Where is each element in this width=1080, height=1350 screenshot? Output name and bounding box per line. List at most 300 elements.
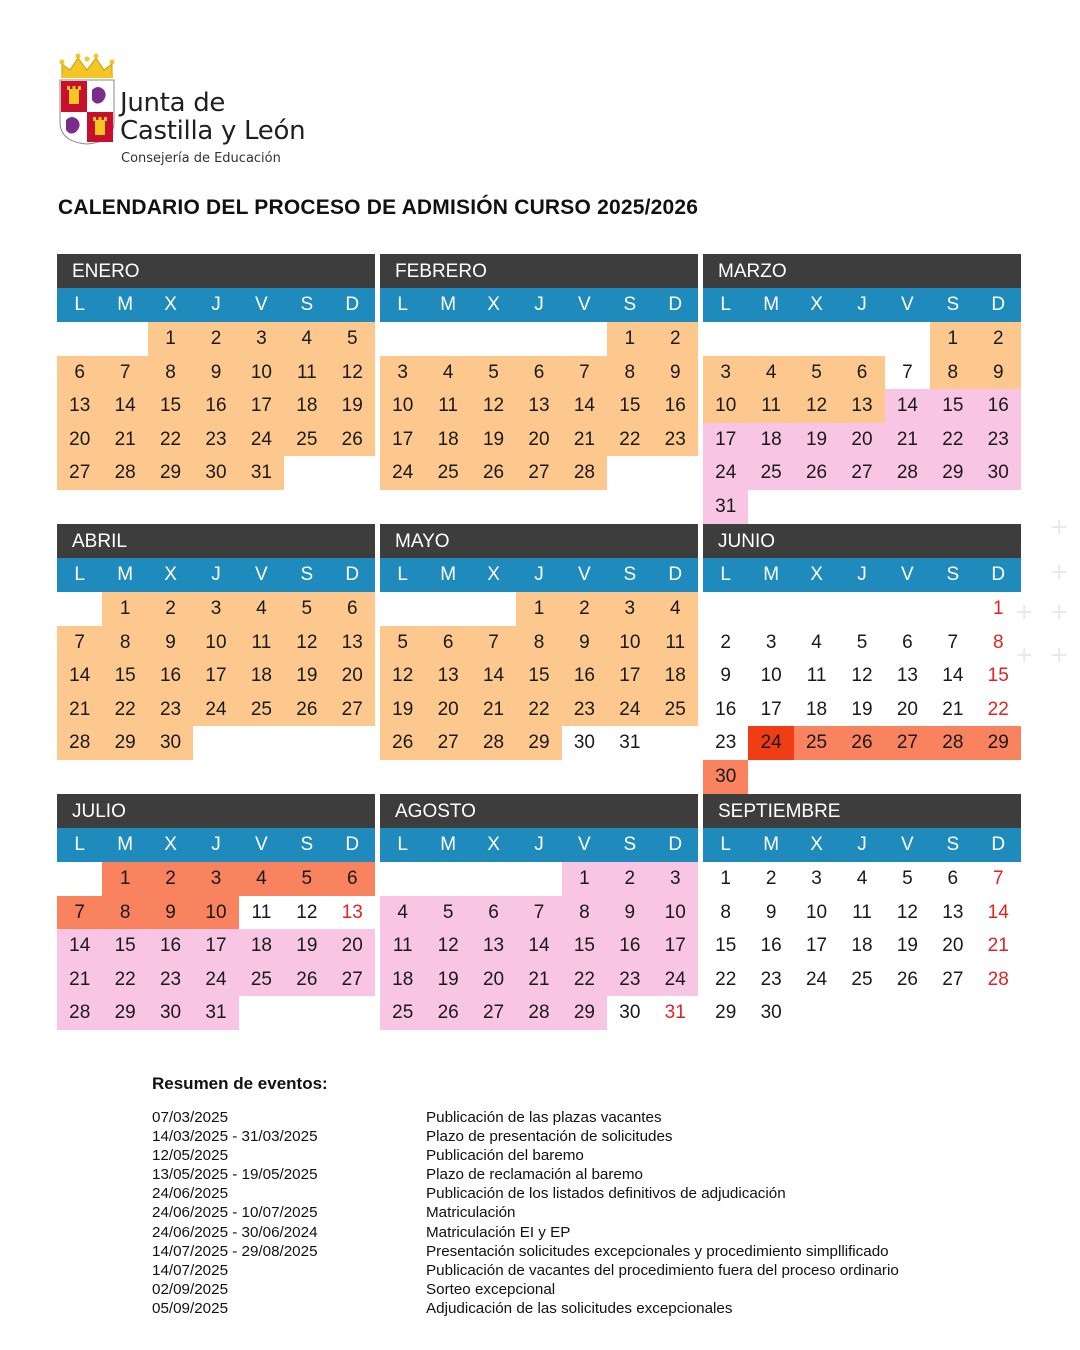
empty-cell <box>102 322 147 356</box>
weekday-label: L <box>74 564 85 585</box>
day-cell: 5 <box>856 631 868 653</box>
day-cell: 31 <box>193 996 238 1030</box>
event-date: 24/06/2025 <box>152 1185 229 1203</box>
day-cell: 1 <box>102 862 147 896</box>
day-cell: 10 <box>193 896 238 930</box>
day-cell: 16 <box>148 929 193 963</box>
day-cell: 21 <box>562 423 607 457</box>
day-cell: 6 <box>516 356 561 390</box>
day-cell: 5 <box>330 322 375 356</box>
month-junio <box>703 524 1021 794</box>
day-cell: 25 <box>239 963 284 997</box>
day-cell: 30 <box>703 760 748 794</box>
day-cell: 27 <box>57 456 102 490</box>
day-cell: 15 <box>715 935 737 957</box>
day-cell: 10 <box>607 626 652 660</box>
weekday-label: D <box>345 564 360 585</box>
day-cell: 14 <box>57 929 102 963</box>
event-label: Sorteo excepcional <box>426 1280 556 1298</box>
day-cell: 18 <box>805 698 828 720</box>
event-date: 13/05/2025 - 19/05/2025 <box>152 1166 318 1184</box>
org-name-line1: Junta de <box>120 88 226 118</box>
day-cell: 4 <box>856 868 868 889</box>
day-cell: 9 <box>562 626 607 660</box>
event-row <box>152 1261 972 1280</box>
empty-cell <box>380 592 425 626</box>
event-row <box>152 1127 972 1146</box>
weekday-label: M <box>763 294 780 315</box>
day-cell: 22 <box>148 423 193 457</box>
day-cell: 13 <box>330 626 375 660</box>
weekday-header-row <box>380 288 698 322</box>
day-cell: 20 <box>330 929 375 963</box>
summary-title: Resumen de eventos: <box>152 1074 328 1093</box>
day-cell: 25 <box>748 456 793 490</box>
day-cell: 10 <box>805 901 828 923</box>
weekday-label: M <box>440 834 457 855</box>
day-cell: 13 <box>896 665 918 687</box>
day-cell: 21 <box>942 698 964 720</box>
empty-cell <box>562 322 607 356</box>
day-cell: 2 <box>765 868 777 889</box>
coat-of-arms-icon <box>58 50 116 150</box>
day-cell: 24 <box>239 423 284 457</box>
weekday-label: L <box>720 294 731 315</box>
day-grid <box>703 862 1021 1030</box>
empty-cell <box>516 322 561 356</box>
empty-cell <box>703 322 748 356</box>
day-cell: 19 <box>380 693 425 727</box>
event-row <box>152 1223 972 1242</box>
decorative-plus-icon: + <box>1050 560 1069 585</box>
day-cell: 13 <box>341 901 363 923</box>
day-cell: 15 <box>148 389 193 423</box>
day-cell: 1 <box>148 322 193 356</box>
day-cell: 27 <box>516 456 561 490</box>
day-cell: 15 <box>102 929 147 963</box>
day-cell: 23 <box>193 423 238 457</box>
event-row <box>152 1165 972 1184</box>
day-cell: 8 <box>607 356 652 390</box>
day-cell: 28 <box>562 456 607 490</box>
day-cell: 17 <box>380 423 425 457</box>
day-cell: 29 <box>148 456 193 490</box>
month-name: SEPTIEMBRE <box>703 794 1021 828</box>
weekday-label: J <box>857 834 867 855</box>
day-cell: 16 <box>193 389 238 423</box>
day-cell: 3 <box>380 356 425 390</box>
weekday-label: X <box>810 564 823 585</box>
day-cell: 26 <box>794 456 839 490</box>
day-cell: 24 <box>380 456 425 490</box>
day-cell: 2 <box>653 322 698 356</box>
weekday-label: X <box>164 294 177 315</box>
empty-cell <box>471 322 516 356</box>
day-cell: 19 <box>794 423 839 457</box>
weekday-label: X <box>810 294 823 315</box>
day-cell: 31 <box>703 490 748 524</box>
day-cell: 22 <box>562 963 607 997</box>
day-cell: 25 <box>239 693 284 727</box>
day-cell: 5 <box>284 862 329 896</box>
department-name: Consejería de Educación <box>121 151 281 166</box>
empty-cell <box>839 592 884 626</box>
empty-cell <box>57 592 102 626</box>
day-cell: 19 <box>330 389 375 423</box>
weekday-label: J <box>211 564 221 585</box>
day-cell: 25 <box>380 996 425 1030</box>
weekday-label: D <box>991 834 1006 855</box>
day-cell: 6 <box>839 356 884 390</box>
empty-cell <box>425 862 470 896</box>
weekday-label: J <box>534 564 544 585</box>
month-abril <box>57 524 375 760</box>
day-cell: 27 <box>425 726 470 760</box>
weekday-label: D <box>345 294 360 315</box>
day-cell: 2 <box>148 592 193 626</box>
weekday-header-row <box>703 288 1021 322</box>
day-cell: 7 <box>102 356 147 390</box>
day-cell: 3 <box>653 862 698 896</box>
empty-cell <box>471 592 516 626</box>
day-cell: 1 <box>720 868 731 889</box>
day-cell: 11 <box>653 626 698 660</box>
day-cell: 17 <box>193 659 238 693</box>
day-cell: 13 <box>471 929 516 963</box>
day-cell: 6 <box>947 868 959 889</box>
day-cell: 8 <box>562 896 607 930</box>
day-cell: 10 <box>380 389 425 423</box>
month-septiembre <box>703 794 1021 1030</box>
month-name: ABRIL <box>57 524 375 558</box>
day-cell: 26 <box>330 423 375 457</box>
day-cell: 22 <box>607 423 652 457</box>
day-cell: 12 <box>794 389 839 423</box>
day-cell: 10 <box>653 896 698 930</box>
weekday-label: D <box>668 294 683 315</box>
event-row <box>152 1146 972 1165</box>
day-cell: 30 <box>760 1002 782 1024</box>
day-cell: 27 <box>839 456 884 490</box>
day-cell: 4 <box>425 356 470 390</box>
day-cell: 11 <box>239 626 284 660</box>
day-cell: 8 <box>720 901 731 923</box>
weekday-label: X <box>810 834 823 855</box>
day-cell: 1 <box>930 322 975 356</box>
weekday-label: S <box>300 834 314 855</box>
day-cell: 27 <box>330 693 375 727</box>
empty-cell <box>516 862 561 896</box>
day-cell: 20 <box>942 935 964 957</box>
decorative-plus-icon: + <box>1050 643 1069 668</box>
month-name: JULIO <box>57 794 375 828</box>
day-cell: 9 <box>765 901 777 923</box>
day-cell: 23 <box>760 968 782 990</box>
weekday-header-row <box>57 558 375 592</box>
day-cell: 31 <box>619 732 641 754</box>
event-label: Adjudicación de las solicitudes excepcionales <box>426 1299 733 1317</box>
weekday-label: V <box>255 834 268 855</box>
day-cell: 8 <box>992 631 1004 653</box>
day-cell: 28 <box>885 456 930 490</box>
day-cell: 20 <box>839 423 884 457</box>
day-cell: 12 <box>284 626 329 660</box>
weekday-label: S <box>300 564 314 585</box>
day-cell: 20 <box>330 659 375 693</box>
day-cell: 21 <box>885 423 930 457</box>
day-cell: 8 <box>102 896 147 930</box>
weekday-label: S <box>946 564 960 585</box>
empty-cell <box>885 322 930 356</box>
day-cell: 3 <box>765 631 777 653</box>
weekday-header-row <box>380 828 698 862</box>
day-cell: 23 <box>562 693 607 727</box>
day-cell: 29 <box>715 1002 737 1024</box>
day-cell: 26 <box>471 456 516 490</box>
weekday-label: L <box>397 564 408 585</box>
day-cell: 20 <box>516 423 561 457</box>
day-cell: 12 <box>851 665 873 687</box>
decorative-plus-icon: + <box>1015 643 1034 668</box>
day-cell: 22 <box>715 968 737 990</box>
empty-cell <box>471 862 516 896</box>
month-marzo <box>703 254 1021 524</box>
day-cell: 11 <box>425 389 470 423</box>
day-cell: 9 <box>607 896 652 930</box>
weekday-label: X <box>164 834 177 855</box>
event-label: Matriculación <box>426 1204 516 1222</box>
month-agosto <box>380 794 698 1030</box>
weekday-label: S <box>946 294 960 315</box>
day-cell: 25 <box>794 726 839 760</box>
day-cell: 23 <box>653 423 698 457</box>
weekday-label: J <box>534 294 544 315</box>
weekday-label: V <box>255 294 268 315</box>
month-enero <box>57 254 375 490</box>
day-cell: 1 <box>562 862 607 896</box>
event-date: 14/07/2025 - 29/08/2025 <box>152 1242 318 1260</box>
day-cell: 26 <box>380 726 425 760</box>
month-julio <box>57 794 375 1030</box>
day-cell: 5 <box>380 626 425 660</box>
weekday-label: M <box>117 834 134 855</box>
day-cell: 5 <box>425 896 470 930</box>
event-row <box>152 1203 972 1222</box>
day-cell: 5 <box>284 592 329 626</box>
empty-cell <box>380 322 425 356</box>
day-cell: 9 <box>653 356 698 390</box>
day-grid <box>57 862 375 1030</box>
weekday-label: D <box>668 564 683 585</box>
event-row <box>152 1242 972 1261</box>
day-cell: 24 <box>703 456 748 490</box>
day-cell: 27 <box>471 996 516 1030</box>
day-cell: 28 <box>516 996 561 1030</box>
day-cell: 27 <box>885 726 930 760</box>
weekday-label: V <box>901 834 914 855</box>
day-cell: 31 <box>664 1002 686 1024</box>
weekday-label: J <box>534 834 544 855</box>
day-cell: 6 <box>471 896 516 930</box>
event-label: Publicación de los listados definitivos de adjudicación <box>426 1185 786 1203</box>
weekday-label: S <box>623 294 637 315</box>
weekday-label: L <box>397 294 408 315</box>
weekday-label: S <box>623 834 637 855</box>
day-cell: 6 <box>330 592 375 626</box>
day-cell: 16 <box>976 389 1021 423</box>
day-cell: 12 <box>330 356 375 390</box>
day-cell: 15 <box>607 389 652 423</box>
day-cell: 7 <box>947 631 959 653</box>
day-cell: 17 <box>193 929 238 963</box>
weekday-label: M <box>440 564 457 585</box>
day-cell: 24 <box>748 726 793 760</box>
day-cell: 30 <box>148 996 193 1030</box>
day-cell: 4 <box>380 896 425 930</box>
day-cell: 11 <box>251 901 272 923</box>
day-cell: 21 <box>516 963 561 997</box>
day-cell: 10 <box>760 665 782 687</box>
day-cell: 3 <box>193 862 238 896</box>
day-cell: 14 <box>516 929 561 963</box>
weekday-label: D <box>991 294 1006 315</box>
day-cell: 4 <box>284 322 329 356</box>
day-cell: 10 <box>239 356 284 390</box>
day-cell: 21 <box>102 423 147 457</box>
day-cell: 29 <box>562 996 607 1030</box>
weekday-label: V <box>578 834 591 855</box>
day-cell: 30 <box>573 732 595 754</box>
empty-cell <box>930 592 975 626</box>
day-cell: 18 <box>748 423 793 457</box>
day-cell: 29 <box>516 726 561 760</box>
day-cell: 3 <box>703 356 748 390</box>
weekday-header-row <box>57 828 375 862</box>
day-cell: 19 <box>284 929 329 963</box>
day-cell: 28 <box>471 726 516 760</box>
day-cell: 13 <box>839 389 884 423</box>
day-cell: 17 <box>653 929 698 963</box>
page-title: CALENDARIO DEL PROCESO DE ADMISIÓN CURSO 2025/2026 <box>58 196 699 219</box>
day-cell: 5 <box>902 868 913 889</box>
empty-cell <box>748 322 793 356</box>
day-cell: 12 <box>380 659 425 693</box>
day-cell: 12 <box>896 901 918 923</box>
day-cell: 17 <box>239 389 284 423</box>
day-cell: 20 <box>57 423 102 457</box>
event-label: Publicación de las plazas vacantes <box>426 1109 662 1126</box>
day-cell: 9 <box>976 356 1021 390</box>
month-name: MARZO <box>703 254 1021 288</box>
day-cell: 19 <box>284 659 329 693</box>
day-cell: 1 <box>516 592 561 626</box>
day-cell: 4 <box>811 631 822 653</box>
day-cell: 6 <box>425 626 470 660</box>
day-cell: 3 <box>811 868 822 889</box>
day-cell: 18 <box>851 935 873 957</box>
day-cell: 2 <box>607 862 652 896</box>
day-grid <box>380 322 698 490</box>
day-cell: 17 <box>607 659 652 693</box>
weekday-label: D <box>345 834 360 855</box>
event-date: 12/05/2025 <box>152 1147 229 1165</box>
month-name: ENERO <box>57 254 375 288</box>
day-cell: 24 <box>193 693 238 727</box>
day-cell: 20 <box>471 963 516 997</box>
day-grid <box>57 322 375 490</box>
day-cell: 11 <box>748 389 793 423</box>
day-cell: 9 <box>148 896 193 930</box>
day-cell: 8 <box>930 356 975 390</box>
day-grid <box>380 592 698 760</box>
day-cell: 17 <box>805 935 828 957</box>
day-cell: 3 <box>193 592 238 626</box>
day-cell: 12 <box>296 901 318 923</box>
day-cell: 27 <box>330 963 375 997</box>
weekday-label: D <box>991 564 1006 585</box>
day-cell: 8 <box>148 356 193 390</box>
day-cell: 15 <box>102 659 147 693</box>
day-cell: 7 <box>57 626 102 660</box>
weekday-label: M <box>117 564 134 585</box>
event-date: 24/06/2025 - 10/07/2025 <box>152 1204 318 1222</box>
day-cell: 28 <box>57 726 102 760</box>
day-cell: 28 <box>102 456 147 490</box>
weekday-label: X <box>487 834 500 855</box>
day-cell: 4 <box>748 356 793 390</box>
day-cell: 22 <box>102 693 147 727</box>
day-cell: 16 <box>148 659 193 693</box>
month-mayo <box>380 524 698 760</box>
day-cell: 20 <box>896 698 918 720</box>
empty-cell <box>748 592 793 626</box>
day-cell: 21 <box>57 693 102 727</box>
day-cell: 2 <box>720 631 731 653</box>
events-list <box>152 1108 972 1318</box>
day-cell: 20 <box>425 693 470 727</box>
day-cell: 12 <box>471 389 516 423</box>
empty-cell <box>380 862 425 896</box>
day-cell: 18 <box>380 963 425 997</box>
org-name-line2: Castilla y León <box>120 116 306 146</box>
weekday-label: X <box>164 564 177 585</box>
month-name: AGOSTO <box>380 794 698 828</box>
day-cell: 5 <box>794 356 839 390</box>
event-date: 14/07/2025 <box>152 1261 229 1279</box>
day-cell: 15 <box>987 665 1009 687</box>
day-cell: 19 <box>851 698 873 720</box>
day-cell: 22 <box>516 693 561 727</box>
day-cell: 11 <box>284 356 329 390</box>
day-cell: 19 <box>471 423 516 457</box>
empty-cell <box>425 592 470 626</box>
event-date: 24/06/2025 - 30/06/2024 <box>152 1223 318 1241</box>
day-cell: 23 <box>148 963 193 997</box>
day-cell: 16 <box>760 935 782 957</box>
day-cell: 9 <box>720 665 731 687</box>
day-cell: 11 <box>380 929 425 963</box>
day-cell: 30 <box>193 456 238 490</box>
day-cell: 15 <box>516 659 561 693</box>
weekday-label: J <box>857 294 867 315</box>
weekday-label: L <box>397 834 408 855</box>
day-cell: 26 <box>839 726 884 760</box>
weekday-header-row <box>380 558 698 592</box>
decorative-plus-icon: + <box>1050 600 1069 625</box>
event-row <box>152 1108 972 1127</box>
day-cell: 27 <box>942 968 964 990</box>
day-cell: 18 <box>653 659 698 693</box>
